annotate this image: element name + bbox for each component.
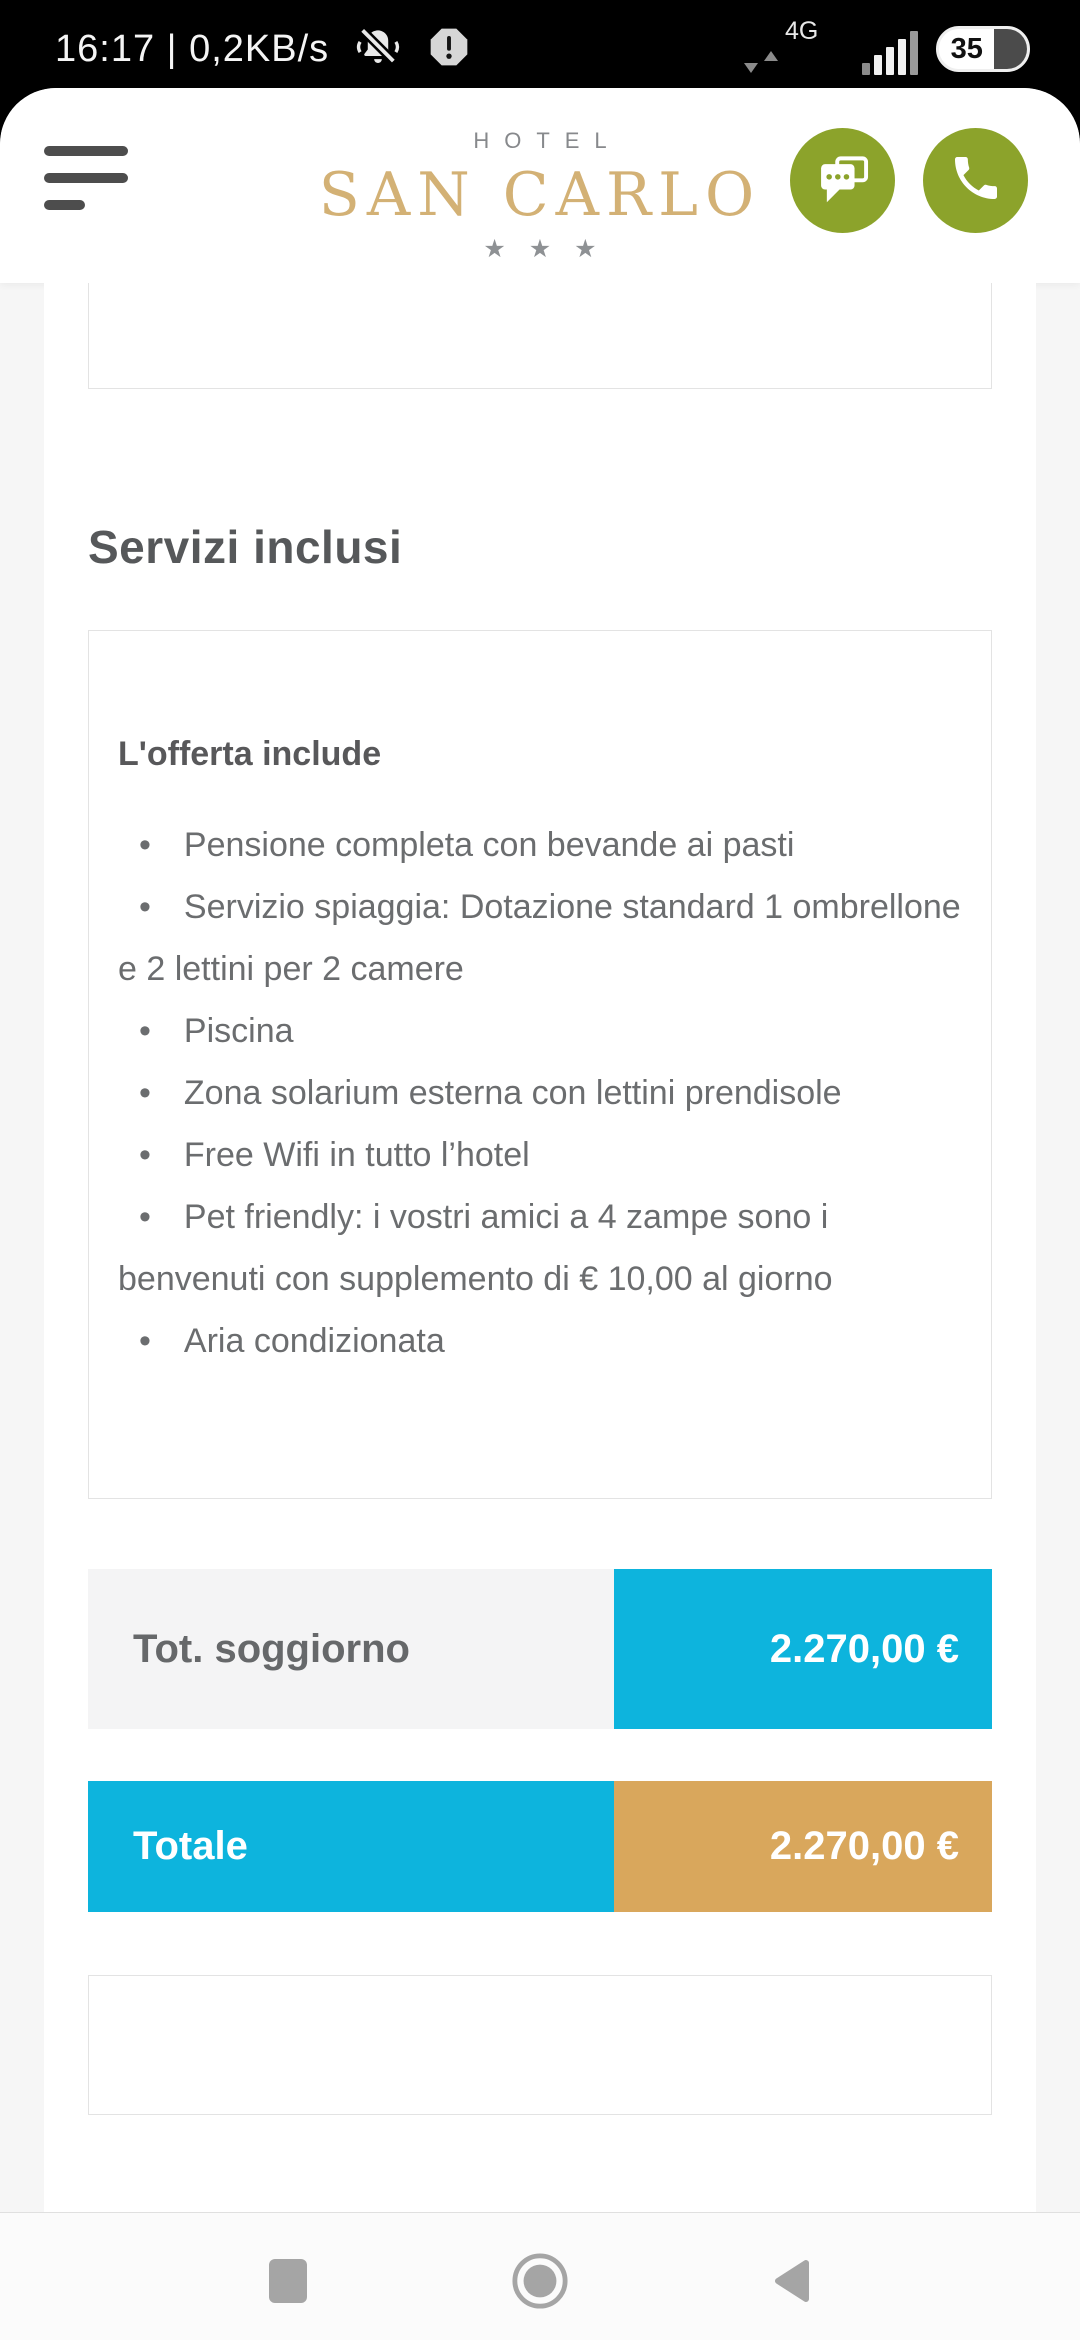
content-area [0, 283, 1080, 2212]
data-activity-icon [743, 51, 779, 73]
status-time-and-speed: 16:17 | 0,2KB/s [55, 27, 330, 70]
grand-total-row [88, 1781, 992, 1912]
hamburger-icon [44, 146, 128, 156]
network-type-label: 4G [785, 17, 819, 45]
status-bar [0, 0, 1080, 92]
signal-bars-icon [862, 31, 918, 75]
section-title: Servizi inclusi [88, 521, 403, 573]
offer-item: • Aria condizionata [118, 1310, 962, 1372]
menu-button[interactable] [44, 146, 128, 218]
chat-icon [813, 148, 873, 213]
stay-total-value: 2.270,00 € [614, 1569, 992, 1729]
battery-empty-segment [994, 29, 1027, 69]
offer-card [88, 630, 992, 1499]
scrolled-card-partial-top [88, 283, 992, 389]
logo-hotel-label: HOTEL [473, 128, 622, 153]
recents-button[interactable] [257, 2253, 319, 2315]
site-header [0, 88, 1080, 283]
phone-icon [948, 150, 1004, 211]
alert-notification-icon [427, 25, 471, 74]
grand-total-label: Totale [88, 1781, 614, 1912]
logo-name: SAN CARLO [318, 160, 762, 230]
phone-button[interactable] [923, 128, 1028, 233]
battery-level: 35 [939, 29, 994, 69]
stay-total-label: Tot. soggiorno [88, 1569, 614, 1729]
back-button[interactable] [761, 2253, 823, 2315]
chat-button[interactable] [790, 128, 895, 233]
offer-item: • Piscina [118, 1000, 962, 1062]
home-circle-icon [511, 2252, 569, 2315]
recents-square-icon [268, 2258, 308, 2309]
offer-list [118, 814, 962, 1372]
home-button[interactable] [509, 2253, 571, 2315]
battery-indicator [936, 26, 1030, 72]
logo-stars: ★ ★ ★ [483, 235, 605, 263]
android-nav-bar [0, 2212, 1080, 2340]
offer-item: • Free Wifi in tutto l’hotel [118, 1124, 962, 1186]
mute-icon [355, 24, 401, 75]
offer-item: • Pet friendly: i vostri amici a 4 zampe sono i benvenuti con supplemento di € 10,00 al giorno [118, 1186, 962, 1310]
offer-item: • Zona solarium esterna con lettini prendisole [118, 1062, 962, 1124]
offer-item: • Pensione completa con bevande ai pasti [118, 814, 962, 876]
next-card-partial-top [88, 1975, 992, 2115]
app-sheet [0, 88, 1080, 2212]
offer-heading: L'offerta include [118, 735, 382, 773]
offer-item: • Servizio spiaggia: Dotazione standard 1 ombrellone e 2 lettini per 2 camere [118, 876, 962, 1000]
grand-total-value: 2.270,00 € [614, 1781, 992, 1912]
page-container [44, 283, 1036, 2212]
hotel-logo[interactable] [280, 128, 800, 264]
signal-indicator [743, 17, 918, 81]
stay-total-row [88, 1569, 992, 1729]
back-triangle-icon [770, 2256, 814, 2311]
